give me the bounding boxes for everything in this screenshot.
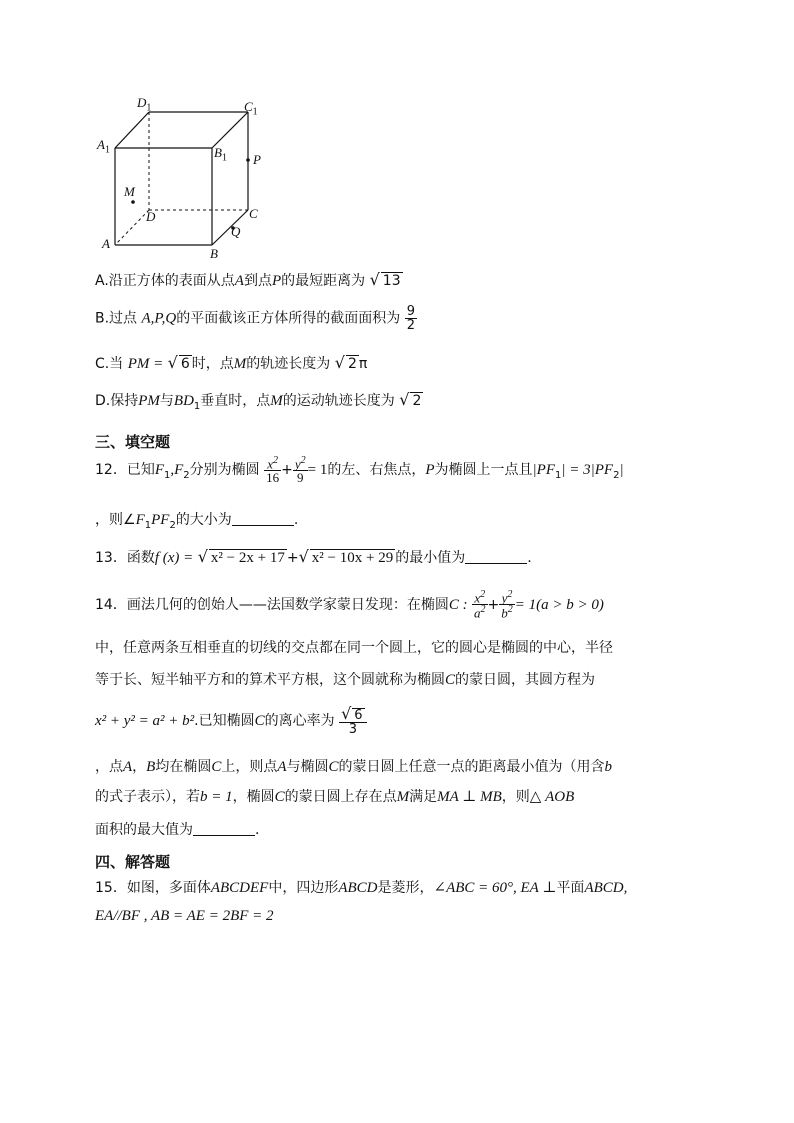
question-13: 13．函数f (x) = √ x² − 2x + 17 +√ x² − 10x + 29 的最小值为 . (95, 547, 532, 566)
question-14-line-2: 中，任意两条互相垂直的切线的交点都在同一个圆上，它的圆心是椭圆的中心，半径 (95, 640, 613, 656)
question-15-line-1: 15．如图，多面体ABCDEF中，四边形ABCD是菱形，∠ABC = 60°, EA ⊥平面ABCD, (95, 880, 628, 896)
label-d1: $D_1$ (137, 95, 152, 114)
label-q: Q (231, 224, 241, 239)
label-p: P (253, 152, 261, 167)
label-b: B (210, 246, 218, 261)
question-14-line-5: ，点A，B均在椭圆C上，则点A与椭圆C的蒙日圆上任意一点的距离最小值为（用含b (95, 759, 613, 775)
question-12-line-2: ，则$\angle F_1PF_2$的大小为 . (95, 512, 299, 531)
question-12-line-1: 12．已知$F_1,F_2$分别为椭圆 $\frac{x^2}{16}$ + $\frac{y^2}{9}$ = 1的左、右焦点，P为椭圆上一点且$|PF_1| = 3|PF_2|$ (95, 455, 624, 486)
option-d: D.保持PM与$BD_1$垂直时，点M的运动轨迹长度为 √ 2 (95, 390, 422, 412)
label-d: D (146, 209, 156, 224)
answer-blank-14[interactable] (193, 821, 255, 836)
answer-blank-13[interactable] (465, 549, 527, 564)
section-heading-fill: 三、填空题 (95, 433, 171, 451)
option-c: C.当 PM = √ 6 时，点M的轨迹长度为 √ 2 π (95, 353, 368, 372)
label-c: C (249, 206, 258, 221)
point-p (246, 158, 250, 162)
answer-blank-12[interactable] (232, 511, 294, 526)
label-b1: $B_1$ (214, 145, 227, 164)
section-heading-solve: 四、解答题 (95, 853, 171, 871)
option-a: A.沿正方体的表面从点A到点P的最短距离为 √ 13 (95, 270, 401, 289)
label-a1: $A_1$ (97, 137, 110, 156)
label-c1: $C_1$ (244, 99, 258, 118)
question-14-line-7: 面积的最大值为 . (95, 822, 260, 838)
point-m (131, 200, 135, 204)
label-m: M (124, 184, 135, 199)
label-a: A (102, 236, 110, 251)
question-14-line-4: x² + y² = a² + b².已知椭圆C的离心率为 $\frac{√ 6}{3}$ (95, 706, 367, 736)
question-14-line-1: 14．画法几何的创始人——法国数学家蒙日发现：在椭圆C : $\frac{x^2}{a^2}$ + $\frac{y^2}{b^2}$ = 1(a > b > 0) (95, 589, 604, 621)
question-14-line-3: 等于长、短半轴平方和的算术平方根，这个圆就称为椭圆C的蒙日圆，其圆方程为 (95, 672, 596, 688)
question-15-line-2: EA//BF , AB = AE = 2BF = 2 (95, 908, 274, 924)
option-b: B.过点 A,P,Q的平面截该正方体所得的截面面积为 $\frac{9}{2}$ (95, 304, 415, 333)
question-14-line-6: 的式子表示），若b = 1，椭圆C的蒙日圆上存在点M满足MA ⊥ MB，则△ AOB (95, 789, 575, 805)
